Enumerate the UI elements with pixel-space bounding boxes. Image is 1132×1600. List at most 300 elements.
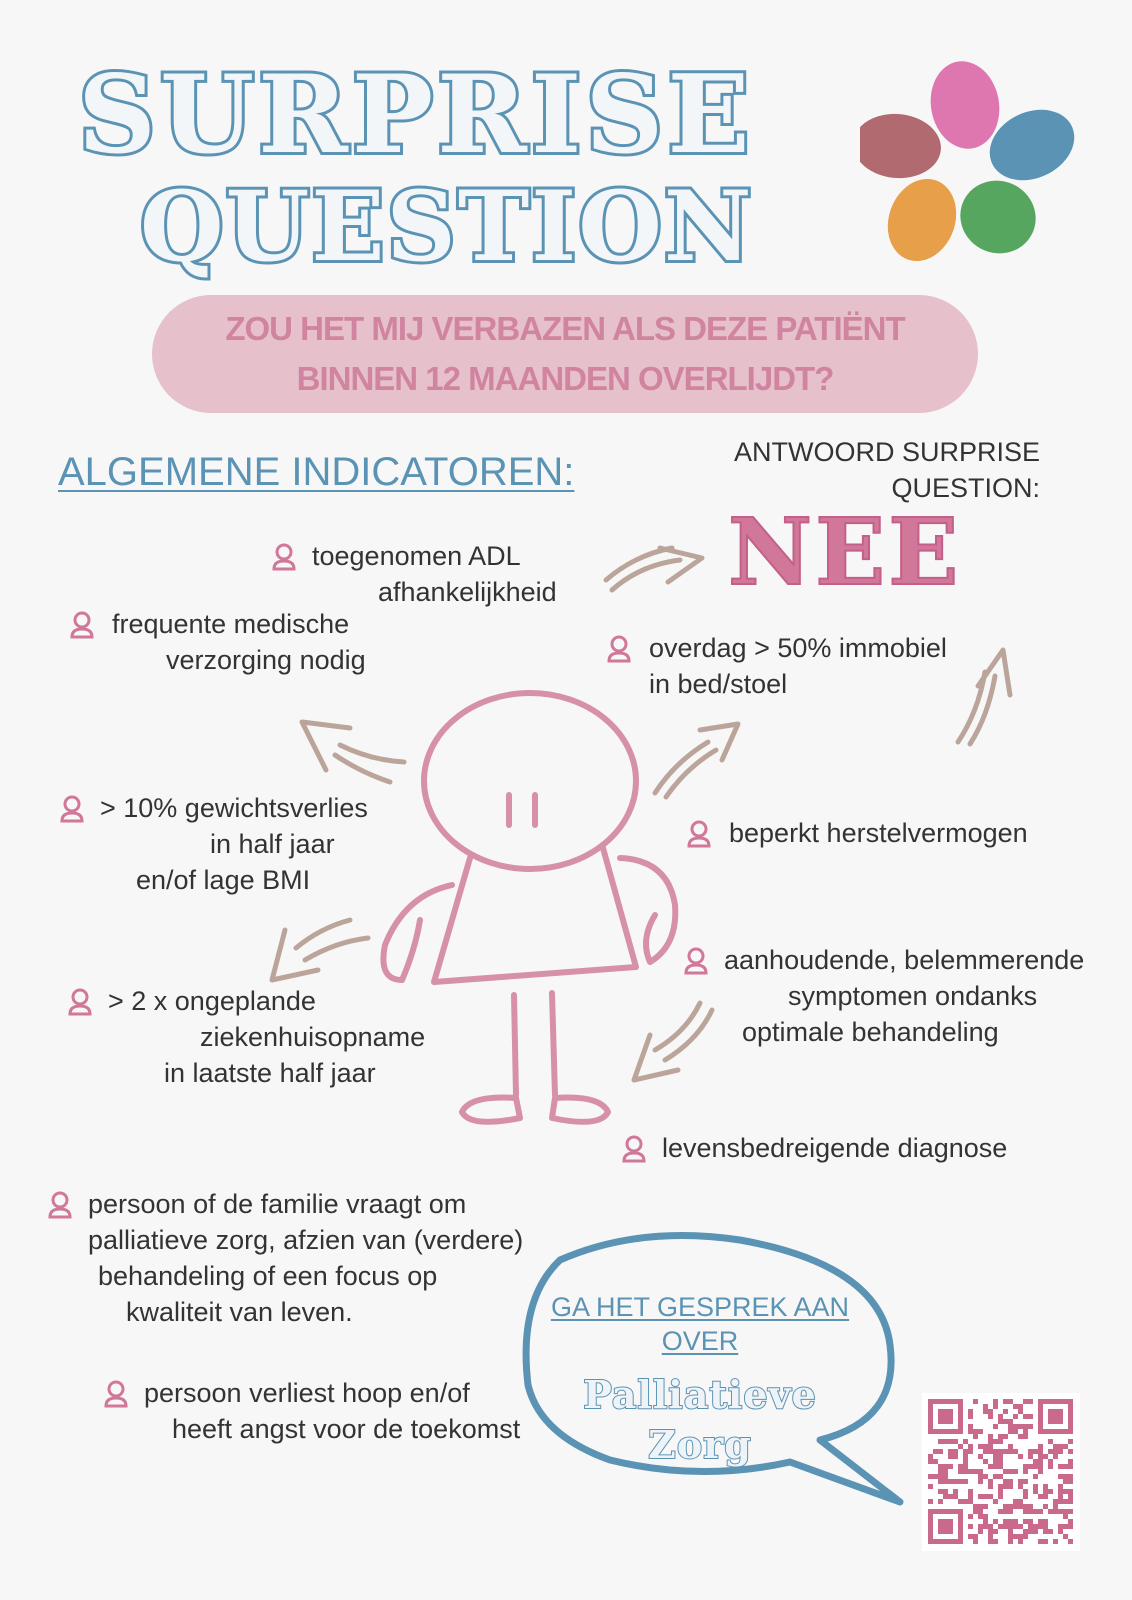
- qr-module: [933, 1449, 938, 1454]
- qr-module: [978, 1479, 983, 1484]
- qr-module: [968, 1514, 973, 1519]
- indicator-text: optimale behandeling: [742, 1017, 999, 1047]
- qr-module: [1043, 1454, 1048, 1459]
- qr-module: [983, 1449, 988, 1454]
- qr-module: [928, 1474, 933, 1479]
- qr-module: [1068, 1499, 1073, 1504]
- qr-module: [1018, 1499, 1023, 1504]
- qr-module: [958, 1469, 963, 1474]
- qr-module: [1068, 1464, 1073, 1469]
- qr-module: [998, 1474, 1003, 1479]
- answer-label-line-2: QUESTION:: [891, 473, 1040, 503]
- qr-module: [998, 1434, 1003, 1439]
- qr-module: [1003, 1449, 1008, 1454]
- qr-module: [948, 1539, 953, 1544]
- qr-module: [1008, 1444, 1013, 1449]
- indicator-text: behandeling of een focus op: [98, 1261, 438, 1291]
- qr-module: [948, 1429, 953, 1434]
- cta-line-2: OVER: [661, 1326, 739, 1356]
- arrow-icon: [302, 722, 404, 782]
- qr-module: [928, 1519, 933, 1524]
- qr-module: [978, 1514, 983, 1519]
- indicator-text: levensbedreigende diagnose: [662, 1133, 1008, 1163]
- qr-module: [973, 1434, 978, 1439]
- qr-module: [1048, 1459, 1053, 1464]
- qr-module: [1038, 1444, 1043, 1449]
- qr-module: [1033, 1449, 1038, 1454]
- qr-module: [1003, 1509, 1008, 1514]
- qr-module: [958, 1399, 963, 1404]
- qr-module: [928, 1454, 933, 1459]
- arrow-icon: [272, 920, 368, 980]
- qr-module: [933, 1539, 938, 1544]
- qr-module: [968, 1469, 973, 1474]
- qr-module: [998, 1419, 1003, 1424]
- qr-module: [988, 1439, 993, 1444]
- qr-module: [943, 1519, 948, 1524]
- qr-module: [1053, 1414, 1058, 1419]
- qr-module: [1068, 1489, 1073, 1494]
- qr-module: [978, 1529, 983, 1534]
- stick-figure: [383, 693, 675, 1122]
- qr-module: [963, 1449, 968, 1454]
- figure-leg-right: [552, 993, 555, 1095]
- qr-module: [1043, 1519, 1048, 1524]
- qr-module: [968, 1444, 973, 1449]
- qr-module: [1023, 1424, 1028, 1429]
- qr-module: [1003, 1409, 1008, 1414]
- qr-module: [1013, 1524, 1018, 1529]
- qr-module: [1018, 1404, 1023, 1409]
- qr-module: [943, 1409, 948, 1414]
- qr-module: [943, 1489, 948, 1494]
- qr-module: [1033, 1464, 1038, 1469]
- person-icon: [46, 1190, 74, 1220]
- qr-module: [968, 1409, 973, 1414]
- qr-module: [973, 1509, 978, 1514]
- qr-module: [948, 1414, 953, 1419]
- qr-module: [978, 1429, 983, 1434]
- qr-module: [1058, 1474, 1063, 1479]
- qr-module: [1023, 1489, 1028, 1494]
- cta-line-1: GA HET GESPREK AAN: [550, 1292, 850, 1322]
- qr-module: [1038, 1494, 1043, 1499]
- person-icon: [270, 542, 298, 572]
- qr-module: [1033, 1484, 1038, 1489]
- qr-module: [928, 1509, 933, 1514]
- qr-module: [1068, 1419, 1073, 1424]
- qr-module: [948, 1454, 953, 1459]
- qr-module: [953, 1509, 958, 1514]
- qr-module: [1013, 1429, 1018, 1434]
- indicator-hope: [102, 1375, 520, 1447]
- qr-module: [928, 1399, 933, 1404]
- qr-module: [1008, 1519, 1013, 1524]
- qr-module: [928, 1514, 933, 1519]
- qr-module: [1068, 1424, 1073, 1429]
- indicator-symptoms: [682, 942, 1084, 1050]
- question-line-1: ZOU HET MIJ VERBAZEN ALS DEZE PATIËNT: [225, 310, 905, 347]
- qr-module: [1023, 1434, 1028, 1439]
- qr-module: [1003, 1504, 1008, 1509]
- qr-module: [938, 1474, 943, 1479]
- qr-module: [958, 1499, 963, 1504]
- qr-module: [978, 1474, 983, 1479]
- qr-module: [1033, 1509, 1038, 1514]
- indicator-adl: [270, 538, 557, 610]
- qr-module: [1043, 1399, 1048, 1404]
- qr-module: [1028, 1529, 1033, 1534]
- qr-module: [993, 1404, 998, 1409]
- qr-module: [1008, 1539, 1013, 1544]
- qr-module: [988, 1414, 993, 1419]
- qr-module: [983, 1519, 988, 1524]
- indicator-text: > 10% gewichtsverlies: [100, 793, 368, 823]
- qr-code[interactable]: [922, 1393, 1080, 1551]
- qr-module: [928, 1419, 933, 1424]
- indicator-text: heeft angst voor de toekomst: [172, 1414, 521, 1444]
- qr-module: [993, 1464, 998, 1469]
- qr-module: [1048, 1399, 1053, 1404]
- qr-module: [933, 1459, 938, 1464]
- qr-module: [1003, 1399, 1008, 1404]
- qr-module: [998, 1464, 1003, 1469]
- qr-module: [1023, 1464, 1028, 1469]
- qr-module: [1053, 1454, 1058, 1459]
- qr-module: [1058, 1494, 1063, 1499]
- indicator-immobile: [605, 630, 947, 702]
- qr-module: [1043, 1539, 1048, 1544]
- qr-module: [963, 1439, 968, 1444]
- indicator-text: in laatste half jaar: [164, 1058, 376, 1088]
- indicator-text: > 2 x ongeplande: [108, 986, 316, 1016]
- qr-module: [1038, 1509, 1043, 1514]
- qr-module: [1063, 1489, 1068, 1494]
- qr-module: [933, 1429, 938, 1434]
- qr-module: [993, 1399, 998, 1404]
- qr-module: [1008, 1399, 1013, 1404]
- qr-module: [948, 1439, 953, 1444]
- qr-module: [988, 1529, 993, 1534]
- qr-module: [1013, 1469, 1018, 1474]
- qr-module: [1028, 1504, 1033, 1509]
- qr-module: [1048, 1489, 1053, 1494]
- qr-module: [1013, 1414, 1018, 1419]
- qr-module: [1058, 1529, 1063, 1534]
- qr-module: [1063, 1534, 1068, 1539]
- qr-code-frame[interactable]: [922, 1393, 1080, 1551]
- figure-foot-right: [552, 1098, 608, 1122]
- qr-module: [1018, 1504, 1023, 1509]
- qr-module: [938, 1529, 943, 1534]
- qr-module: [988, 1534, 993, 1539]
- qr-module: [983, 1409, 988, 1414]
- qr-module: [928, 1459, 933, 1464]
- qr-module: [988, 1434, 993, 1439]
- indicator-text: in half jaar: [210, 829, 335, 859]
- qr-module: [1013, 1499, 1018, 1504]
- qr-module: [1033, 1529, 1038, 1534]
- qr-module: [1008, 1524, 1013, 1529]
- qr-module: [1028, 1509, 1033, 1514]
- qr-module: [978, 1469, 983, 1474]
- qr-module: [1008, 1429, 1013, 1434]
- qr-module: [948, 1464, 953, 1469]
- qr-module: [938, 1509, 943, 1514]
- qr-module: [1058, 1409, 1063, 1414]
- qr-module: [948, 1409, 953, 1414]
- qr-module: [973, 1469, 978, 1474]
- qr-module: [1003, 1434, 1008, 1439]
- qr-module: [938, 1419, 943, 1424]
- qr-module: [1043, 1484, 1048, 1489]
- qr-module: [948, 1479, 953, 1484]
- qr-module: [938, 1499, 943, 1504]
- qr-module: [1003, 1524, 1008, 1529]
- qr-module: [1038, 1414, 1043, 1419]
- qr-module: [1043, 1494, 1048, 1499]
- qr-module: [1038, 1459, 1043, 1464]
- qr-module: [1063, 1429, 1068, 1434]
- qr-module: [1023, 1494, 1028, 1499]
- qr-module: [1048, 1439, 1053, 1444]
- qr-module: [928, 1429, 933, 1434]
- indicator-text: verzorging nodig: [166, 645, 366, 675]
- qr-module: [1048, 1419, 1053, 1424]
- qr-module: [953, 1454, 958, 1459]
- qr-module: [1048, 1509, 1053, 1514]
- indicator-text: persoon verliest hoop en/of: [144, 1378, 470, 1408]
- person-icon: [58, 794, 86, 824]
- qr-module: [1063, 1524, 1068, 1529]
- qr-module: [998, 1414, 1003, 1419]
- qr-module: [1068, 1539, 1073, 1544]
- qr-module: [1048, 1464, 1053, 1469]
- qr-module: [938, 1524, 943, 1529]
- qr-module: [958, 1509, 963, 1514]
- qr-module: [1068, 1404, 1073, 1409]
- qr-module: [1038, 1524, 1043, 1529]
- qr-module: [1013, 1504, 1018, 1509]
- qr-module: [948, 1494, 953, 1499]
- qr-module: [1053, 1509, 1058, 1514]
- qr-module: [1068, 1509, 1073, 1514]
- qr-module: [978, 1454, 983, 1459]
- qr-module: [1033, 1489, 1038, 1494]
- qr-module: [1068, 1439, 1073, 1444]
- qr-module: [943, 1494, 948, 1499]
- qr-module: [1018, 1539, 1023, 1544]
- qr-module: [948, 1529, 953, 1534]
- qr-module: [1058, 1429, 1063, 1434]
- qr-module: [1038, 1399, 1043, 1404]
- qr-module: [973, 1539, 978, 1544]
- qr-module: [1053, 1399, 1058, 1404]
- qr-module: [1063, 1474, 1068, 1479]
- qr-module: [1048, 1429, 1053, 1434]
- qr-module: [958, 1409, 963, 1414]
- qr-module: [1013, 1449, 1018, 1454]
- qr-module: [933, 1399, 938, 1404]
- qr-module: [1028, 1449, 1033, 1454]
- qr-module: [1028, 1454, 1033, 1459]
- qr-module: [1008, 1449, 1013, 1454]
- qr-module: [1023, 1399, 1028, 1404]
- qr-module: [953, 1494, 958, 1499]
- qr-module: [983, 1459, 988, 1464]
- qr-module: [1048, 1529, 1053, 1534]
- qr-module: [938, 1414, 943, 1419]
- qr-module: [998, 1484, 1003, 1489]
- qr-module: [968, 1499, 973, 1504]
- qr-module: [1023, 1414, 1028, 1419]
- qr-module: [948, 1419, 953, 1424]
- qr-module: [928, 1409, 933, 1414]
- title-line-1: SURPRISE: [78, 52, 754, 178]
- qr-module: [968, 1449, 973, 1454]
- qr-module: [928, 1529, 933, 1534]
- qr-module: [1058, 1509, 1063, 1514]
- qr-module: [938, 1469, 943, 1474]
- qr-module: [988, 1479, 993, 1484]
- indicator-text: overdag > 50% immobiel: [649, 633, 947, 663]
- qr-module: [973, 1399, 978, 1404]
- indicator-text: kwaliteit van leven.: [126, 1297, 353, 1327]
- qr-module: [983, 1444, 988, 1449]
- qr-module: [1063, 1444, 1068, 1449]
- qr-module: [978, 1494, 983, 1499]
- indicator-care: [68, 606, 366, 678]
- indicator-text: in bed/stoel: [649, 669, 788, 699]
- qr-module: [1038, 1464, 1043, 1469]
- qr-module: [938, 1429, 943, 1434]
- qr-module: [943, 1529, 948, 1534]
- qr-module: [973, 1504, 978, 1509]
- qr-module: [958, 1424, 963, 1429]
- qr-module: [1028, 1399, 1033, 1404]
- qr-module: [968, 1534, 973, 1539]
- qr-module: [928, 1484, 933, 1489]
- qr-module: [938, 1539, 943, 1544]
- qr-module: [958, 1404, 963, 1409]
- qr-module: [1018, 1424, 1023, 1429]
- qr-module: [1063, 1509, 1068, 1514]
- qr-module: [998, 1494, 1003, 1499]
- qr-module: [1053, 1429, 1058, 1434]
- qr-module: [958, 1414, 963, 1419]
- qr-module: [993, 1454, 998, 1459]
- qr-module: [953, 1429, 958, 1434]
- qr-module: [958, 1539, 963, 1544]
- figure-leg-left: [514, 995, 516, 1095]
- qr-module: [1013, 1424, 1018, 1429]
- person-icon: [620, 1134, 648, 1164]
- qr-module: [1058, 1444, 1063, 1449]
- qr-module: [1063, 1514, 1068, 1519]
- qr-module: [1003, 1479, 1008, 1484]
- qr-module: [1008, 1504, 1013, 1509]
- arrow-icon: [958, 650, 1010, 744]
- qr-module: [943, 1464, 948, 1469]
- qr-module: [1053, 1444, 1058, 1449]
- indicator-recovery: [685, 815, 1028, 851]
- qr-module: [1013, 1519, 1018, 1524]
- qr-module: [943, 1509, 948, 1514]
- qr-module: [978, 1504, 983, 1509]
- qr-module: [988, 1464, 993, 1469]
- qr-module: [963, 1464, 968, 1469]
- qr-module: [948, 1519, 953, 1524]
- qr-module: [998, 1449, 1003, 1454]
- qr-module: [1068, 1449, 1073, 1454]
- qr-module: [1023, 1504, 1028, 1509]
- qr-module: [1023, 1479, 1028, 1484]
- qr-module: [1023, 1534, 1028, 1539]
- qr-module: [1038, 1539, 1043, 1544]
- qr-module: [1068, 1494, 1073, 1499]
- qr-module: [1068, 1524, 1073, 1529]
- qr-module: [938, 1519, 943, 1524]
- qr-module: [1033, 1474, 1038, 1479]
- qr-module: [1028, 1519, 1033, 1524]
- qr-module: [988, 1444, 993, 1449]
- qr-module: [1023, 1469, 1028, 1474]
- person-icon: [685, 819, 713, 849]
- figure-foot-left: [462, 1098, 520, 1122]
- qr-module: [1008, 1484, 1013, 1489]
- qr-module: [953, 1439, 958, 1444]
- indicator-hospital: [66, 983, 425, 1091]
- qr-module: [1053, 1499, 1058, 1504]
- qr-module: [1018, 1534, 1023, 1539]
- qr-module: [1058, 1464, 1063, 1469]
- qr-module: [968, 1494, 973, 1499]
- qr-module: [938, 1399, 943, 1404]
- indicator-text: toegenomen ADL: [312, 541, 521, 571]
- person-icon: [682, 946, 710, 976]
- qr-module: [1053, 1419, 1058, 1424]
- qr-module: [958, 1419, 963, 1424]
- qr-module: [1018, 1454, 1023, 1459]
- qr-module: [948, 1509, 953, 1514]
- qr-module: [938, 1464, 943, 1469]
- person-icon: [102, 1379, 130, 1409]
- qr-module: [1043, 1524, 1048, 1529]
- qr-module: [1038, 1519, 1043, 1524]
- qr-module: [1033, 1524, 1038, 1529]
- qr-module: [973, 1534, 978, 1539]
- qr-module: [1008, 1529, 1013, 1534]
- qr-module: [943, 1469, 948, 1474]
- qr-module: [938, 1489, 943, 1494]
- qr-module: [943, 1414, 948, 1419]
- qr-module: [988, 1539, 993, 1544]
- qr-module: [988, 1409, 993, 1414]
- qr-module: [988, 1484, 993, 1489]
- qr-module: [928, 1414, 933, 1419]
- qr-module: [1048, 1414, 1053, 1419]
- qr-module: [1048, 1449, 1053, 1454]
- qr-module: [1058, 1419, 1063, 1424]
- qr-module: [1033, 1459, 1038, 1464]
- qr-module: [933, 1509, 938, 1514]
- arrow-icon: [655, 724, 738, 797]
- indicator-text: ziekenhuisopname: [200, 1022, 426, 1052]
- qr-module: [983, 1524, 988, 1529]
- qr-module: [1063, 1499, 1068, 1504]
- qr-module: [933, 1474, 938, 1479]
- qr-module: [998, 1459, 1003, 1464]
